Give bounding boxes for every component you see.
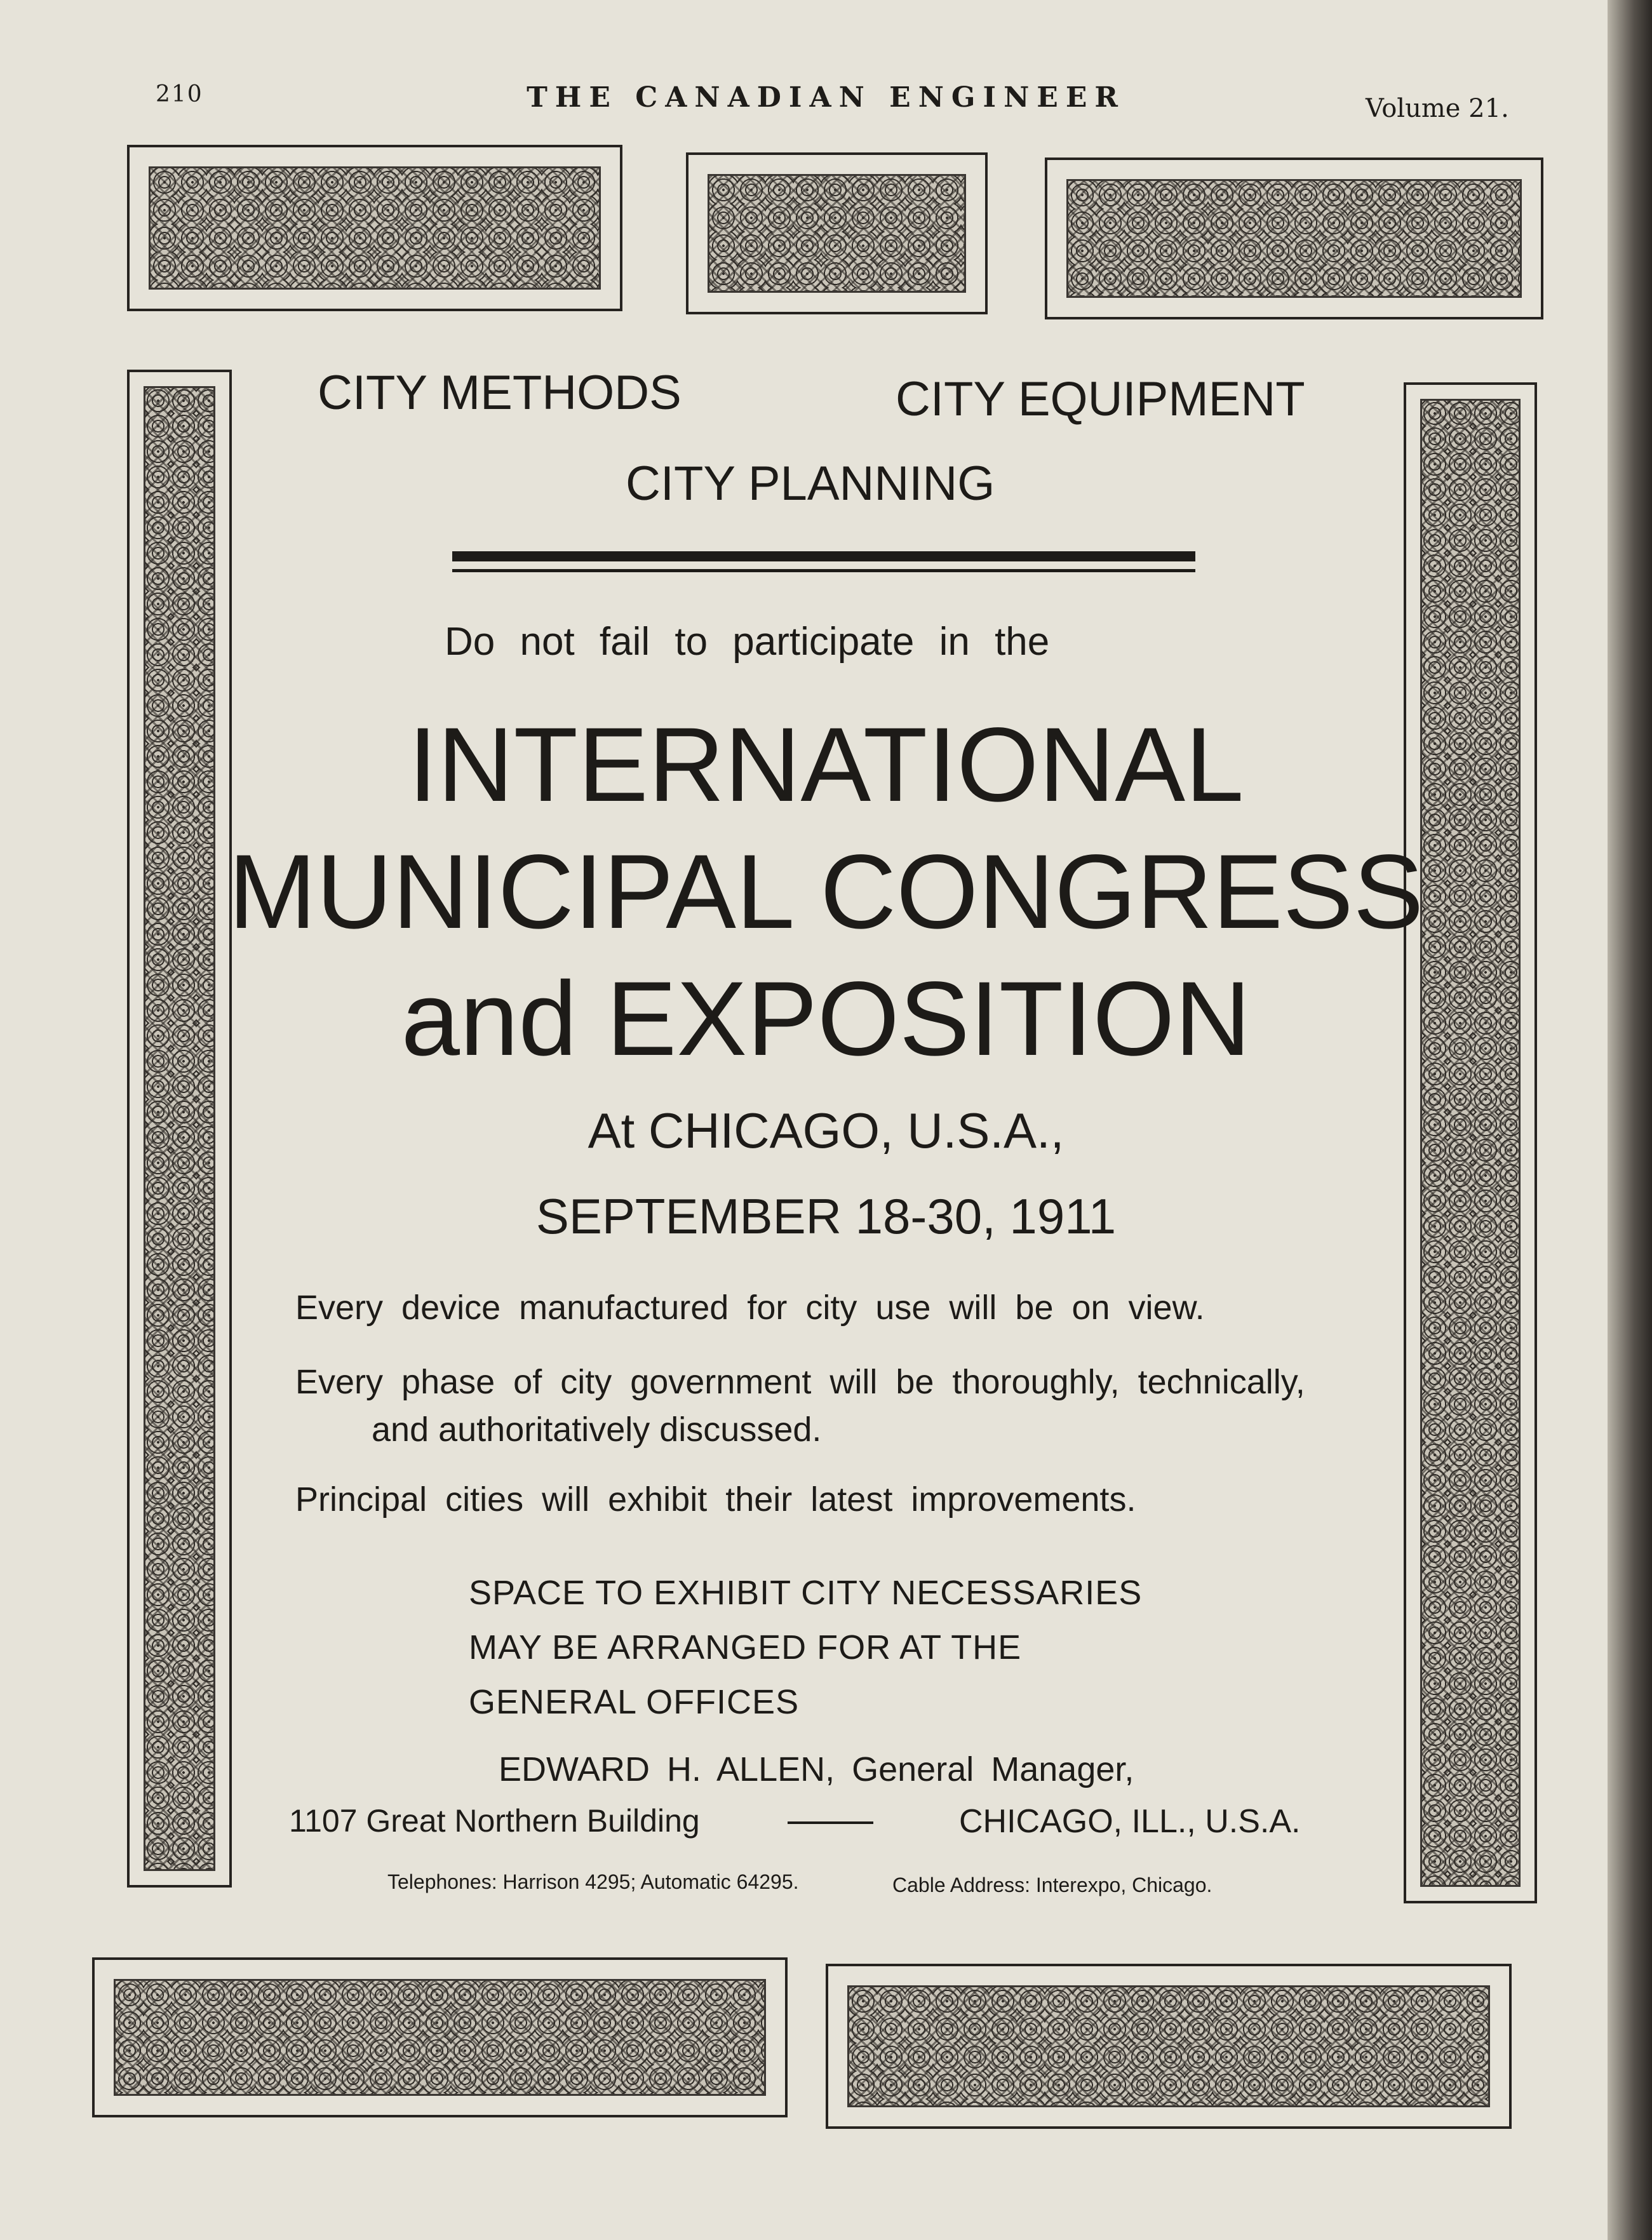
topline-city-methods: CITY METHODS — [318, 366, 682, 420]
ornament-panel-top-left — [127, 145, 622, 311]
divider-rule-thick — [452, 551, 1195, 561]
page-number: 210 — [156, 81, 203, 107]
ornament-panel-bottom-right — [826, 1964, 1512, 2129]
exhibit-space-line: GENERAL OFFICES — [469, 1683, 800, 1721]
ornament-pattern — [1066, 179, 1522, 298]
exhibit-space-line: SPACE TO EXHIBIT CITY NECESSARIES — [469, 1574, 1143, 1612]
paragraph-government: Every phase of city government will be thoroughly, technically, — [295, 1363, 1305, 1401]
headline-international: INTERNATIONAL — [408, 706, 1244, 824]
paragraph-cities: Principal cities will exhibit their latest improvements. — [295, 1480, 1136, 1519]
headline-municipal-congress: MUNICIPAL CONGRESS — [228, 833, 1424, 951]
headline-exposition: and EXPOSITION — [401, 960, 1251, 1078]
intro-line: Do not fail to participate in the — [445, 620, 1050, 664]
journal-title: THE CANADIAN ENGINEER — [527, 81, 1125, 114]
topline-city-planning: CITY PLANNING — [626, 457, 995, 511]
ornament-pattern — [708, 174, 966, 293]
paragraph-devices: Every device manufactured for city use will be on view. — [295, 1289, 1205, 1327]
address-dash — [788, 1821, 873, 1824]
ornament-pattern — [114, 1979, 766, 2096]
address-building: 1107 Great Northern Building — [289, 1803, 700, 1839]
topline-city-equipment: CITY EQUIPMENT — [896, 372, 1305, 426]
exhibit-space-notice — [469, 1566, 1167, 1729]
event-dates: SEPTEMBER 18-30, 1911 — [535, 1188, 1117, 1244]
ornament-panel-bottom-left — [92, 1957, 788, 2117]
divider-rule-thin — [452, 569, 1195, 572]
general-manager: EDWARD H. ALLEN, General Manager, — [499, 1750, 1134, 1788]
ornament-pattern — [847, 1985, 1490, 2107]
ornament-panel-top-right — [1045, 158, 1543, 319]
event-location: At CHICAGO, U.S.A., — [588, 1103, 1064, 1158]
cable-address: Cable Address: Interexpo, Chicago. — [892, 1874, 1212, 1896]
volume-label: Volume 21. — [1366, 94, 1509, 123]
telephones: Telephones: Harrison 4295; Automatic 64295. — [387, 1870, 799, 1893]
address-city: CHICAGO, ILL., U.S.A. — [959, 1803, 1301, 1840]
ornament-panel-top-center — [686, 152, 988, 314]
ornament-pattern — [149, 166, 601, 290]
paragraph-government-continued: and authoritatively discussed. — [372, 1411, 822, 1449]
exhibit-space-line: MAY BE ARRANGED FOR AT THE — [469, 1628, 1022, 1667]
